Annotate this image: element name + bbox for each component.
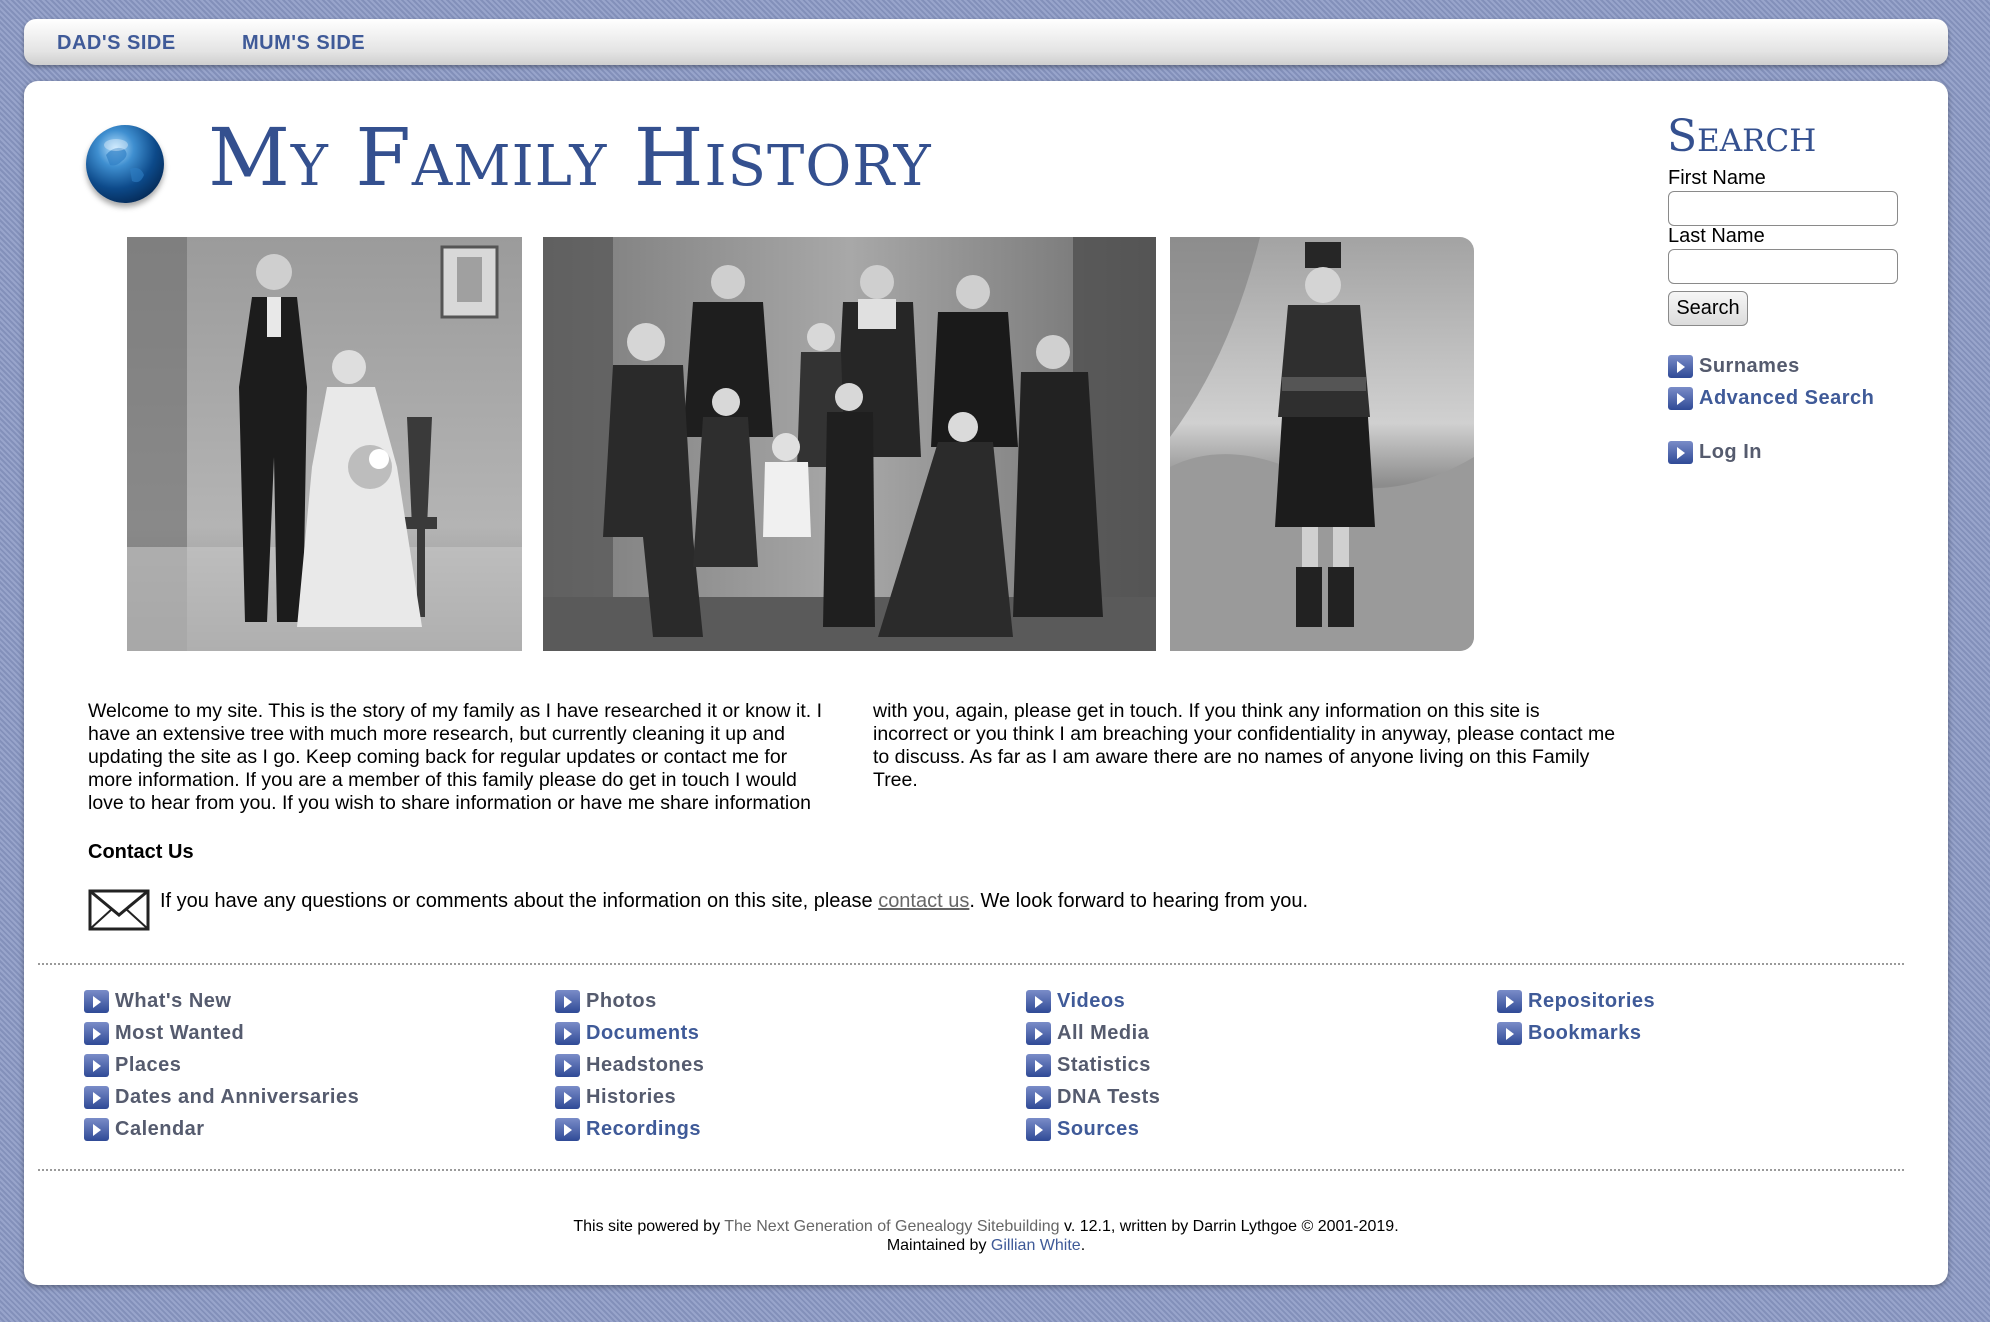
most-wanted-link[interactable] (84, 1017, 359, 1049)
family-group-photo (543, 237, 1156, 651)
repositories-link[interactable] (1497, 985, 1655, 1017)
advanced-search-label: Advanced Search (1699, 387, 1875, 409)
arrow-right-icon (1026, 1054, 1051, 1077)
link-label: DNA Tests (1057, 1085, 1161, 1108)
divider (38, 963, 1904, 965)
contact-text-after: . We look forward to hearing from you. (969, 890, 1309, 912)
version-text: v. 12.1, written by Darrin Lythgoe © 2001-2019. (1059, 1218, 1399, 1235)
globe-logo-icon[interactable] (86, 125, 164, 203)
photos-link[interactable] (555, 985, 704, 1017)
arrow-right-icon (555, 1054, 580, 1077)
contact-heading: Contact Us (88, 841, 194, 863)
contact-text (160, 890, 1308, 913)
link-label: Calendar (115, 1117, 205, 1140)
arrow-right-icon (84, 1054, 109, 1077)
tng-link[interactable]: The Next Generation of Genealogy Sitebuilding (724, 1218, 1060, 1235)
places-link[interactable] (84, 1049, 359, 1081)
arrow-right-icon (1668, 355, 1693, 378)
sources-link[interactable] (1026, 1113, 1160, 1145)
link-label: Places (115, 1053, 182, 1076)
divider (38, 1169, 1904, 1171)
boy-in-kilt-photo (1170, 237, 1474, 651)
log-in-label: Log In (1699, 441, 1762, 463)
arrow-right-icon (1026, 990, 1051, 1013)
envelope-icon (88, 889, 150, 931)
all-media-link[interactable] (1026, 1017, 1160, 1049)
last-name-input[interactable] (1668, 249, 1898, 284)
histories-link[interactable] (555, 1081, 704, 1113)
link-label: Photos (586, 989, 657, 1012)
arrow-right-icon (1026, 1086, 1051, 1109)
first-name-input[interactable] (1668, 191, 1898, 226)
link-label: Videos (1057, 989, 1126, 1012)
footer-links-column-4 (1497, 985, 1655, 1049)
whats-new-link[interactable] (84, 985, 359, 1017)
contact-us-link[interactable]: contact us (878, 890, 970, 912)
link-label: Bookmarks (1528, 1021, 1642, 1044)
headstones-link[interactable] (555, 1049, 704, 1081)
maintained-by-line (24, 1236, 1948, 1255)
search-heading: Search (1667, 111, 1817, 162)
arrow-right-icon (1497, 990, 1522, 1013)
link-label: Documents (586, 1021, 700, 1044)
videos-link[interactable] (1026, 985, 1160, 1017)
arrow-right-icon (1026, 1118, 1051, 1141)
link-label: Sources (1057, 1117, 1140, 1140)
contact-text-before: If you have any questions or comments about the information on this site, please (160, 890, 879, 912)
search-button[interactable]: Search (1668, 291, 1748, 326)
maintained-by-text: Maintained by (886, 1237, 991, 1254)
arrow-right-icon (555, 1086, 580, 1109)
top-nav-bar (24, 19, 1948, 65)
surnames-label: Surnames (1699, 355, 1800, 377)
link-label: Headstones (586, 1053, 705, 1076)
arrow-right-icon (555, 1118, 580, 1141)
last-name-label: Last Name (1668, 225, 1765, 247)
link-label: Dates and Anniversaries (115, 1085, 360, 1108)
link-label: Statistics (1057, 1053, 1151, 1076)
recordings-link[interactable] (555, 1113, 704, 1145)
documents-link[interactable] (555, 1017, 704, 1049)
powered-by-line (24, 1217, 1948, 1236)
welcome-text: Welcome to my site. This is the story of my family as I have researched it or know it. I have an extensive tree with much more research, but currently cleaning it up and updating the site as I go. Keep coming back for regular updates or contact me for more information. If you are a member of this family please do get in touch I would love to hear from you. If you wish to share information or have me share information with you, again, please get in touch. If you think any information on this site is incorrect or you think I am breaching your confidentiality in anyway, please contact me to discuss. As far as I am aware there are no names of anyone living on this Family Tree. (88, 700, 1616, 814)
footer-links-column-3 (1026, 985, 1160, 1145)
arrow-right-icon (555, 990, 580, 1013)
site-title[interactable]: My Family History (208, 111, 932, 204)
link-label: What's New (115, 989, 232, 1012)
wedding-photo (127, 237, 522, 651)
arrow-right-icon (1497, 1022, 1522, 1045)
log-in-link[interactable] (1668, 441, 1762, 464)
maintained-end: . (1080, 1237, 1086, 1254)
main-panel (24, 81, 1948, 1285)
link-label: Histories (586, 1085, 677, 1108)
link-label: Recordings (586, 1117, 702, 1140)
nav-dads-side[interactable]: DAD'S SIDE (57, 32, 176, 54)
link-label: Most Wanted (115, 1021, 245, 1044)
calendar-link[interactable] (84, 1113, 359, 1145)
footer-links-column-2 (555, 985, 704, 1145)
advanced-search-link[interactable] (1668, 387, 1874, 410)
arrow-right-icon (84, 1022, 109, 1045)
link-label: All Media (1057, 1021, 1150, 1044)
arrow-right-icon (555, 1022, 580, 1045)
statistics-link[interactable] (1026, 1049, 1160, 1081)
first-name-label: First Name (1668, 167, 1766, 189)
maintainer-link[interactable]: Gillian White (990, 1237, 1081, 1254)
site-credits (24, 1217, 1948, 1255)
arrow-right-icon (84, 1118, 109, 1141)
dna-tests-link[interactable] (1026, 1081, 1160, 1113)
arrow-right-icon (84, 1086, 109, 1109)
footer-links-column-1 (84, 985, 359, 1145)
arrow-right-icon (1668, 387, 1693, 410)
surnames-link[interactable] (1668, 355, 1800, 378)
arrow-right-icon (84, 990, 109, 1013)
link-label: Repositories (1528, 989, 1656, 1012)
bookmarks-link[interactable] (1497, 1017, 1655, 1049)
dates-anniversaries-link[interactable] (84, 1081, 359, 1113)
nav-mums-side[interactable]: MUM'S SIDE (242, 32, 366, 54)
arrow-right-icon (1668, 441, 1693, 464)
powered-by-text: This site powered by (573, 1218, 725, 1235)
arrow-right-icon (1026, 1022, 1051, 1045)
